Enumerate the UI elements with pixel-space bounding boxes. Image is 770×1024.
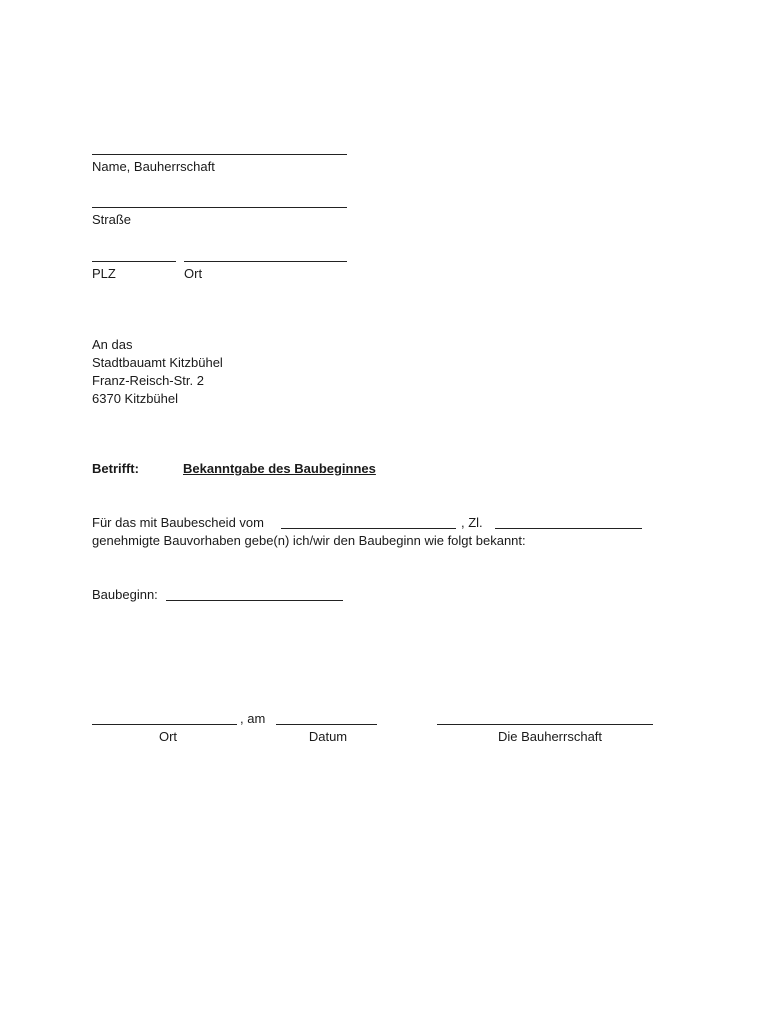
city-label: Ort (184, 266, 203, 281)
street-field-line[interactable] (92, 207, 347, 208)
recipient-line-1: An das (92, 337, 133, 352)
recipient-line-3: Franz-Reisch-Str. 2 (92, 373, 204, 388)
signature-field-line[interactable] (437, 724, 653, 725)
name-field-line[interactable] (92, 154, 347, 155)
city-field-line[interactable] (184, 261, 347, 262)
start-date-field-line[interactable] (166, 600, 343, 601)
start-label: Baubeginn: (92, 587, 158, 602)
place-field-line[interactable] (92, 724, 237, 725)
date-field-line[interactable] (276, 724, 377, 725)
subject-label: Betrifft: (92, 461, 139, 476)
recipient-line-4: 6370 Kitzbühel (92, 391, 179, 406)
subject-title: Bekanntgabe des Baubeginnes (183, 461, 376, 476)
reference-number-field-line[interactable] (495, 528, 642, 529)
body-text-part1: Für das mit Baubescheid vom (92, 515, 264, 530)
place-label: Ort (158, 729, 178, 744)
recipient-line-2: Stadtbauamt Kitzbühel (92, 355, 223, 370)
street-label: Straße (92, 212, 132, 227)
body-text-line2: genehmigte Bauvorhaben gebe(n) ich/wir den Baubeginn wie folgt bekannt: (92, 533, 526, 548)
am-text: , am (240, 711, 266, 726)
body-text-part2: , Zl. (461, 515, 483, 530)
zip-field-line[interactable] (92, 261, 176, 262)
permit-date-field-line[interactable] (281, 528, 456, 529)
owner-label: Die Bauherrschaft (497, 729, 603, 744)
zip-label: PLZ (92, 266, 116, 281)
date-label: Datum (308, 729, 348, 744)
name-label: Name, Bauherrschaft (92, 159, 215, 174)
